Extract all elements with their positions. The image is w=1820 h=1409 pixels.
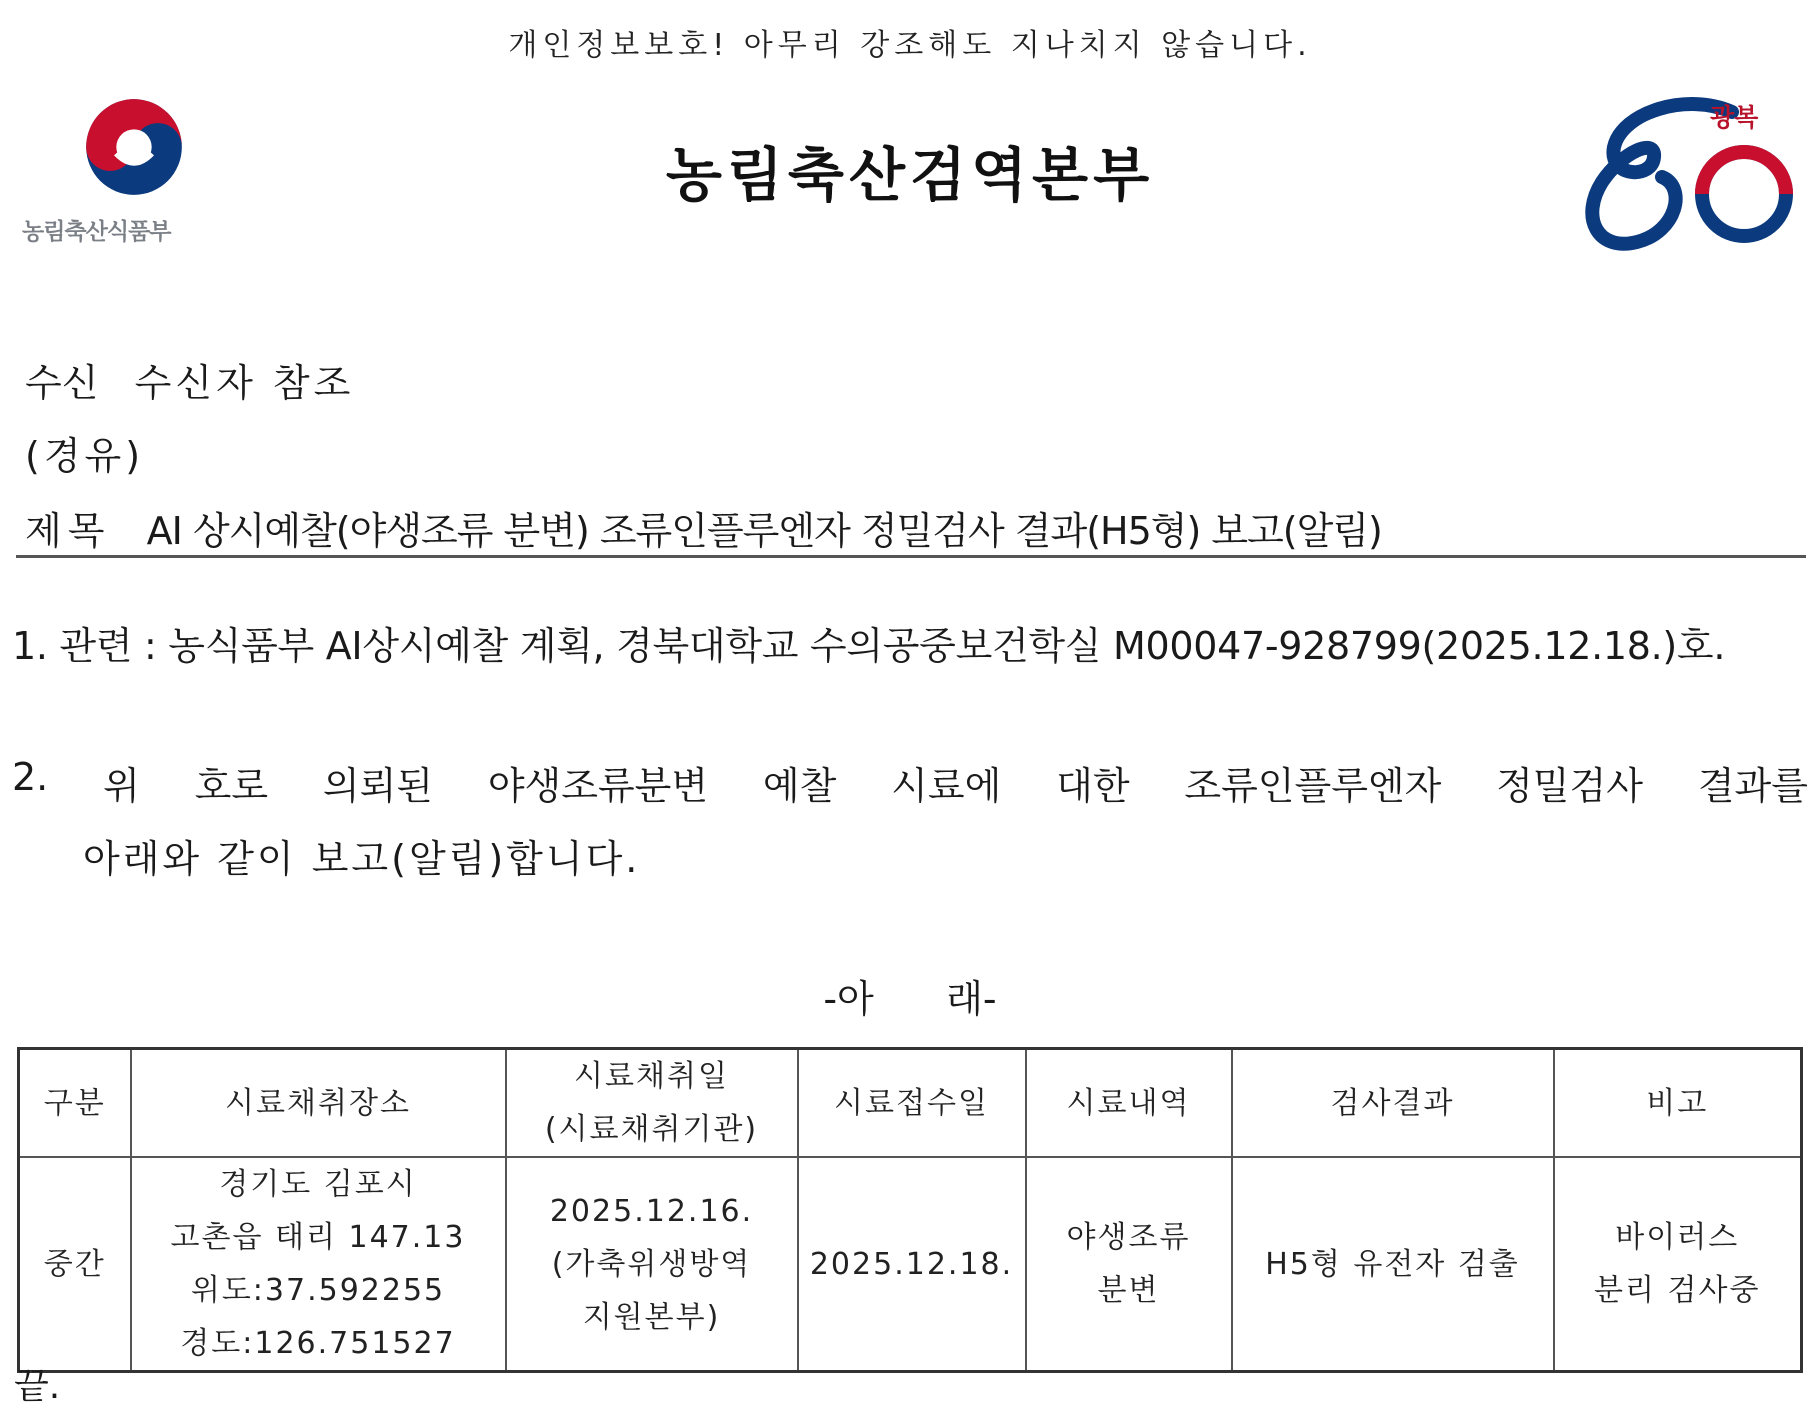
para2-word: 정밀검사 (1496, 764, 1644, 808)
table-header-row (19, 1049, 1802, 1158)
col-header-sample-detail: 시료내역 (1026, 1049, 1232, 1158)
paragraph-2-continued: 아래와 같이 보고(알림)합니다. (83, 837, 641, 881)
para2-word: 의뢰된 (322, 764, 434, 808)
cell-remarks: 바이러스 분리 검사중 (1554, 1157, 1802, 1372)
privacy-banner: 개인정보보호! 아무리 강조해도 지나치지 않습니다. (508, 28, 1312, 63)
para2-word: 예찰 (762, 764, 837, 808)
para2-word: 위 (103, 764, 140, 808)
recipient-row (25, 352, 354, 407)
below-heading: -아 래- (823, 977, 997, 1021)
paragraph-2 (12, 755, 1808, 810)
recipient-label: 수신 (25, 361, 99, 405)
liberation-label: 광복 (1710, 103, 1759, 132)
para2-word: 결과를 (1697, 764, 1808, 808)
cell-receipt-date: 2025.12.18. (798, 1157, 1026, 1372)
col-header-category: 구분 (19, 1049, 131, 1158)
para2-word: 2. (12, 755, 49, 799)
col-header-sampling-date: 시료채취일 (시료채취기관) (506, 1049, 798, 1158)
results-table (17, 1047, 1803, 1373)
header-divider (16, 555, 1806, 558)
paragraph-1: 1. 관련 : 농식품부 AI상시예찰 계획, 경북대학교 수의공중보건학실 M00047-928799(2025.12.18.)호. (12, 624, 1726, 668)
organization-title: 농림축산검역본부 (665, 141, 1155, 209)
cell-category: 중간 (19, 1157, 131, 1372)
para2-word: 호로 (194, 764, 269, 808)
para2-word: 야생조류분변 (487, 764, 709, 808)
end-mark: 끝. (14, 1366, 61, 1407)
ministry-name: 농림축산식품부 (22, 219, 171, 245)
table-row (19, 1157, 1802, 1372)
para2-word: 시료에 (891, 764, 1002, 808)
liberation-80-logo (1582, 92, 1797, 257)
via-label: (경유) (25, 434, 145, 478)
para2-word: 조류인플루엔자 (1184, 764, 1442, 808)
subject-row (25, 500, 1382, 555)
subject-label: 제목 (25, 509, 111, 553)
cell-sampling-location: 경기도 김포시 고촌읍 태리 147.13 위도:37.592255 경도:126.751527 (131, 1157, 506, 1372)
cell-sample-detail: 야생조류 분변 (1026, 1157, 1232, 1372)
recipient-value: 수신자 참조 (134, 361, 355, 405)
cell-sampling-date: 2025.12.16. (가축위생방역 지원본부) (506, 1157, 798, 1372)
col-header-test-result: 검사결과 (1232, 1049, 1554, 1158)
col-header-receipt-date: 시료접수일 (798, 1049, 1026, 1158)
via-row (25, 425, 144, 480)
col-header-sampling-location: 시료채취장소 (131, 1049, 506, 1158)
subject-value: AI 상시예찰(야생조류 분변) 조류인플루엔자 정밀검사 결과(H5형) 보고(알림) (146, 509, 1382, 553)
cell-test-result: H5형 유전자 검출 (1232, 1157, 1554, 1372)
col-header-remarks: 비고 (1554, 1049, 1802, 1158)
para2-word: 대한 (1056, 764, 1130, 808)
liberation-80-emblem-icon (1582, 92, 1797, 257)
